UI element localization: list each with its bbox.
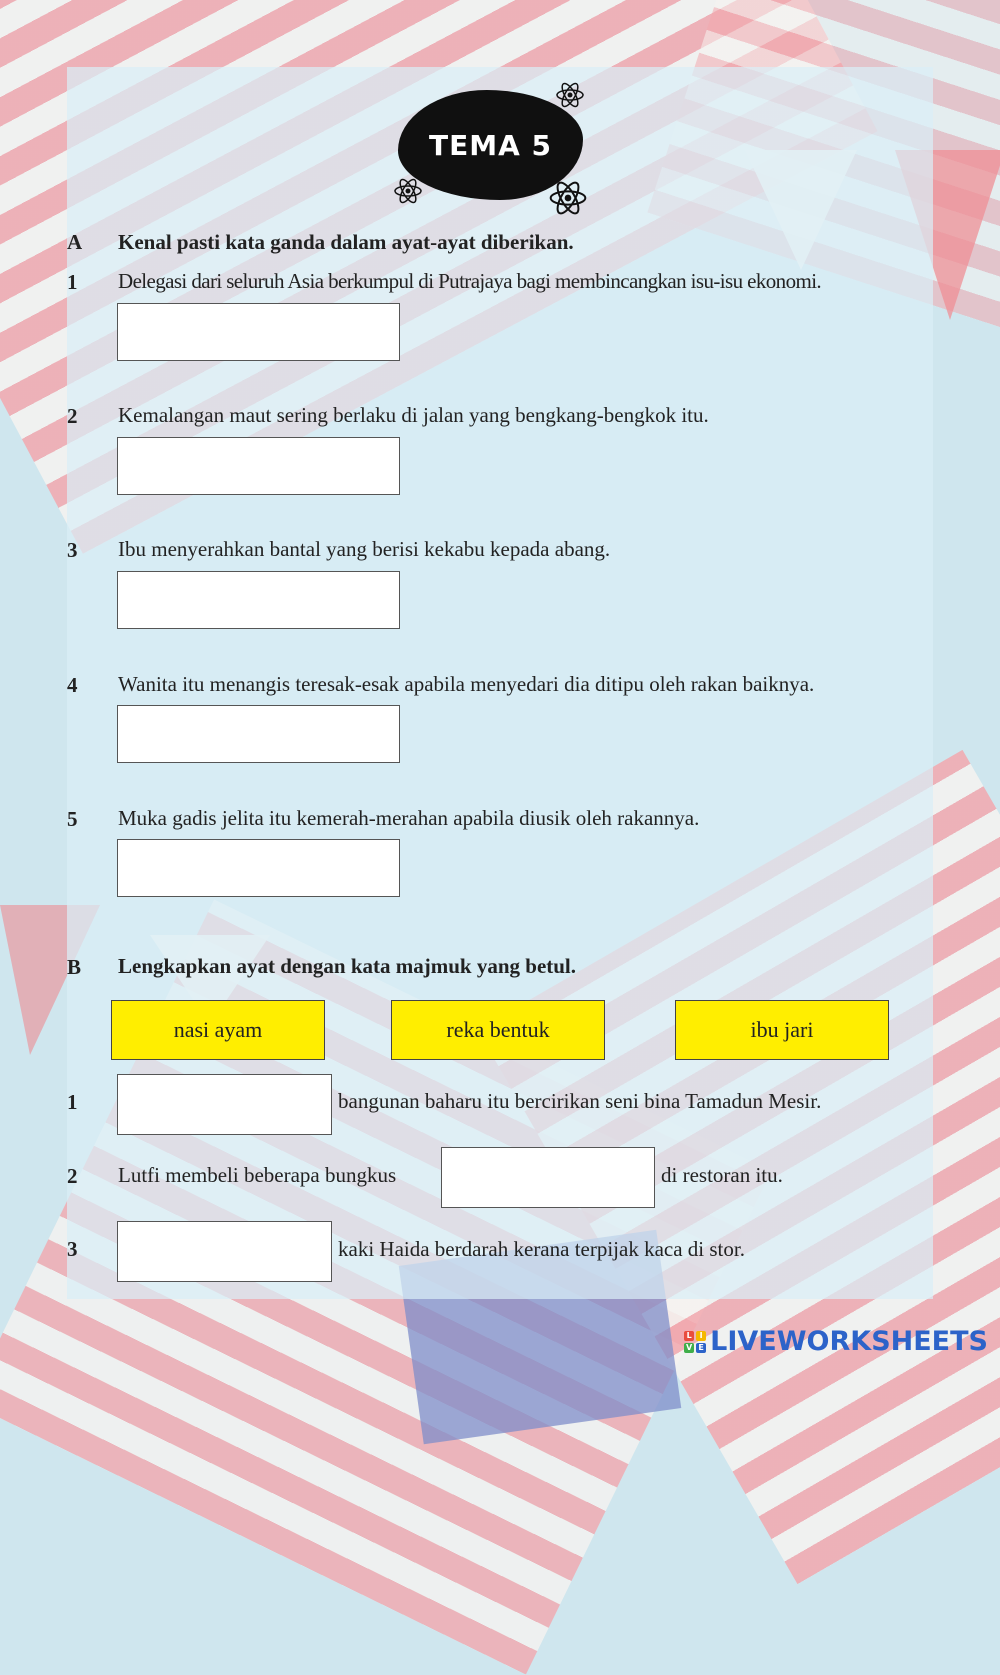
question-number: 2 bbox=[67, 404, 78, 428]
word-bank-item[interactable]: reka bentuk bbox=[391, 1000, 605, 1060]
blank-input[interactable] bbox=[117, 1221, 332, 1282]
logo-letter: E bbox=[696, 1343, 706, 1353]
sentence-after: bangunan baharu itu bercirikan seni bina Tamadun Mesir. bbox=[338, 1089, 822, 1113]
sentence-after: kaki Haida berdarah kerana terpijak kaca di stor. bbox=[338, 1237, 745, 1261]
logo-letter: L bbox=[684, 1331, 694, 1341]
atom-icon bbox=[555, 80, 585, 110]
atom-icon bbox=[548, 178, 588, 218]
answer-input[interactable] bbox=[117, 839, 400, 897]
question-number: 1 bbox=[67, 1090, 78, 1114]
logo-mark-icon bbox=[684, 1331, 706, 1353]
section-heading: Kenal pasti kata ganda dalam ayat-ayat diberikan. bbox=[118, 230, 574, 254]
question-text: Muka gadis jelita itu kemerah-merahan apabila diusik oleh rakannya. bbox=[118, 806, 700, 830]
question-number: 5 bbox=[67, 807, 78, 831]
question-number: 4 bbox=[67, 673, 78, 697]
atom-icon bbox=[393, 176, 423, 206]
section-letter: B bbox=[67, 955, 82, 979]
brand-name: LIVEWORKSHEETS bbox=[710, 1326, 988, 1357]
question-number: 1 bbox=[67, 270, 78, 294]
section-letter: A bbox=[67, 230, 83, 254]
blank-input[interactable] bbox=[441, 1147, 655, 1208]
blank-input[interactable] bbox=[117, 1074, 332, 1135]
question-text: Delegasi dari seluruh Asia berkumpul di Putrajaya bagi membincangkan isu-isu ekonomi. bbox=[118, 269, 822, 293]
page-title: TEMA 5 bbox=[429, 128, 552, 162]
answer-input[interactable] bbox=[117, 571, 400, 629]
word-bank-item[interactable]: nasi ayam bbox=[111, 1000, 325, 1060]
question-text: Kemalangan maut sering berlaku di jalan yang bengkang-bengkok itu. bbox=[118, 403, 709, 427]
question-text: Ibu menyerahkan bantal yang berisi kekabu kepada abang. bbox=[118, 537, 611, 561]
answer-input[interactable] bbox=[117, 303, 400, 361]
question-number: 2 bbox=[67, 1164, 78, 1188]
answer-input[interactable] bbox=[117, 437, 400, 495]
sentence-after: di restoran itu. bbox=[661, 1163, 783, 1187]
sentence-before: Lutfi membeli beberapa bungkus bbox=[118, 1163, 397, 1187]
question-number: 3 bbox=[67, 538, 78, 562]
answer-input[interactable] bbox=[117, 705, 400, 763]
question-number: 3 bbox=[67, 1237, 78, 1261]
logo-letter: V bbox=[686, 1342, 693, 1352]
section-heading: Lengkapkan ayat dengan kata majmuk yang betul. bbox=[118, 954, 577, 978]
liveworksheets-logo[interactable] bbox=[684, 1326, 988, 1357]
logo-letter: I bbox=[696, 1331, 706, 1341]
question-text: Wanita itu menangis teresak-esak apabila menyedari dia ditipu oleh rakan baiknya. bbox=[118, 672, 815, 696]
word-bank-item[interactable]: ibu jari bbox=[675, 1000, 889, 1060]
